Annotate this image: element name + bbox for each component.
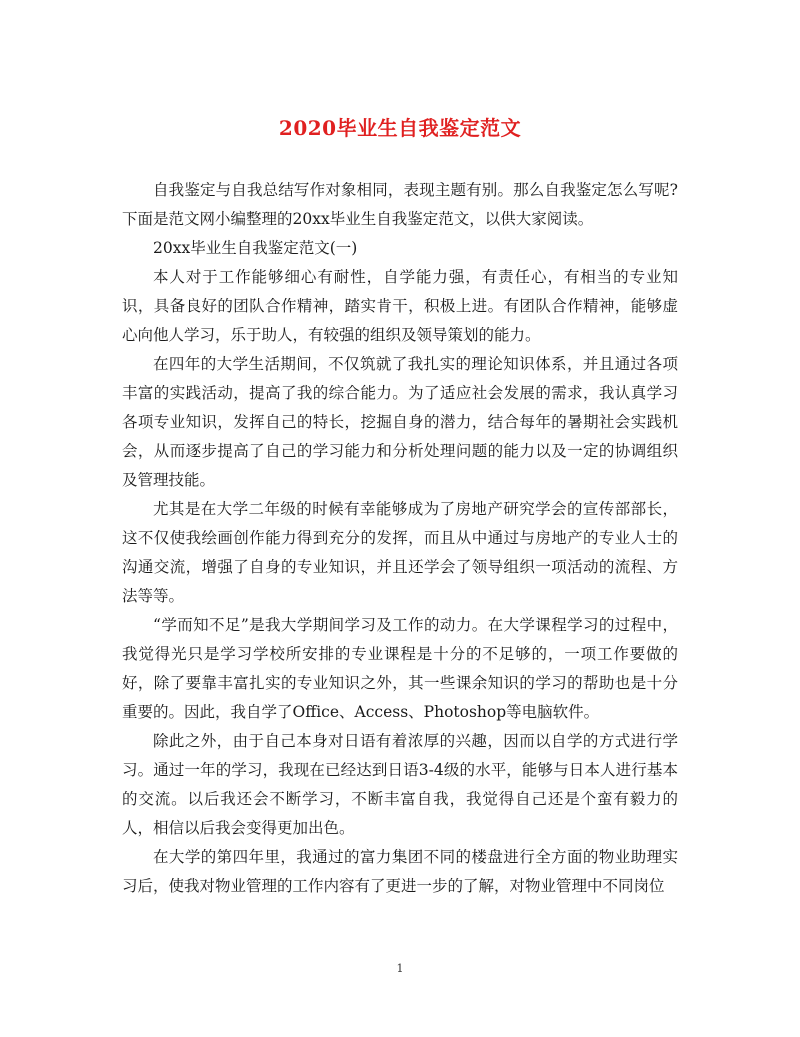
paragraph-work-attitude: 本人对于工作能够细心有耐性，自学能力强，有责任心，有相当的专业知识，具备良好的团队合作精神，踏实肯干，积极上进。有团队合作精神，能够虚心向他人学习，乐于助人，有较强的组织及领导策划的能力。 (122, 268, 678, 344)
paragraph-society-role: 尤其是在大学二年级的时候有幸能够成为了房地产研究学会的宣传部部长，这不仅使我绘画创作能力得到充分的发挥，而且从中通过与房地产的专业人士的沟通交流，增强了自身的专业知识，并且还学会了领导组织一项活动的流程、方法等等。 (122, 500, 678, 605)
paragraph-self-study: “学而知不足”是我大学期间学习及工作的动力。在大学课程学习的过程中，我觉得光只是学习学校所安排的专业课程是十分的不足够的，一项工作要做的好，除了要靠丰富扎实的专业知识之外，其一些课余知识的学习的帮助也是十分重要的。因此，我自学了Office、Access、Photoshop等电脑软件。 (122, 616, 678, 721)
document-title: 2020毕业生自我鉴定范文 (278, 116, 522, 140)
paragraph-japanese: 除此之外，由于自己本身对日语有着浓厚的兴趣，因而以自学的方式进行学习。通过一年的学习，我现在已经达到日语3-4级的水平，能够与日本人进行基本的交流。以后我还会不断学习，不断丰富自我，我觉得自己还是个蛮有毅力的人，相信以后我会变得更加出色。 (122, 732, 678, 837)
document-body (122, 176, 678, 901)
paragraph-internship: 在大学的第四年里，我通过的富力集团不同的楼盘进行全方面的物业助理实习后，使我对物业管理的工作内容有了更进一步的了解，对物业管理中不同岗位 (122, 848, 678, 895)
page-number: 1 (396, 962, 404, 975)
paragraph-section-heading: 20xx毕业生自我鉴定范文(一) (153, 239, 358, 257)
paragraph-intro: 自我鉴定与自我总结写作对象相同，表现主题有别。那么自我鉴定怎么写呢?下面是范文网小编整理的20xx毕业生自我鉴定范文，以供大家阅读。 (122, 181, 678, 228)
paragraph-university-life: 在四年的大学生活期间，不仅筑就了我扎实的理论知识体系，并且通过各项丰富的实践活动，提高了我的综合能力。为了适应社会发展的需求，我认真学习各项专业知识，发挥自己的特长，挖掘自身的潜力，结合每年的暑期社会实践机会，从而逐步提高了自己的学习能力和分析处理问题的能力以及一定的协调组织及管理技能。 (122, 355, 678, 489)
